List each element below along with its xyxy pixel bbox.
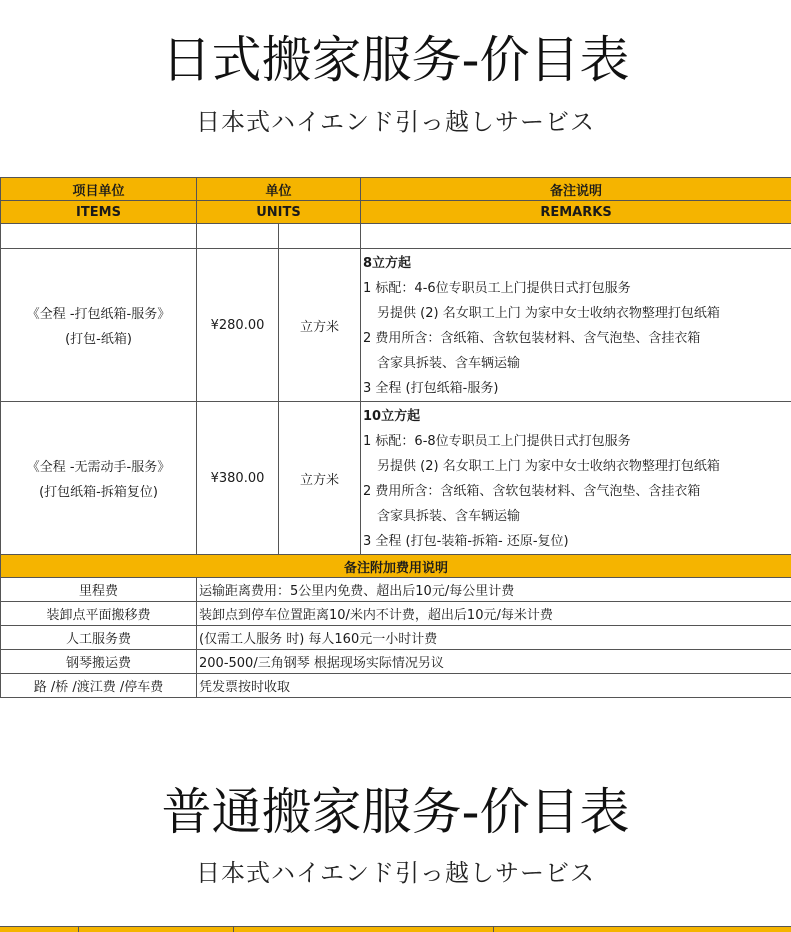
service-remarks: 10立方起 1 标配：6-8位专职员工上门提供日式打包服务 另提供 (2) 名女职工上门 为家中女士收纳衣物整理打包纸箱 2 费用所含：含纸箱、含软包装材料、含气泡垫、含挂衣箱 含家具拆装、含车辆运输 3 全程 (打包-装箱-拆箱- 还原-复位) xyxy=(361,402,791,555)
header-remarks-en: REMARKS xyxy=(361,201,791,224)
header-units-cn: 单位 xyxy=(197,178,361,201)
section2-subtitle: 日本式ハイエンド引っ越しサービス xyxy=(0,858,791,888)
fee-row xyxy=(1,602,791,626)
fee-value: 200-500/三角钢琴 根据现场实际情况另议 xyxy=(197,650,791,674)
header-items-en: ITEMS xyxy=(1,201,197,224)
fee-label: 路 /桥 /渡江费 /停车费 xyxy=(1,674,197,698)
fee-label: 钢琴搬运费 xyxy=(1,650,197,674)
service-price: ¥380.00 xyxy=(197,402,279,555)
service-unit: 立方米 xyxy=(279,249,361,402)
page-subtitle: 日本式ハイエンド引っ越しサービス xyxy=(0,107,791,137)
fee-row xyxy=(1,674,791,698)
header-units-en: UNITS xyxy=(197,201,361,224)
header-items-cn: 项目单位 xyxy=(1,178,197,201)
service-row xyxy=(1,402,791,555)
fee-value: (仅需工人服务 时) 每人160元一小时计费 xyxy=(197,626,791,650)
service-name: 《全程 -无需动手-服务》 (打包纸箱-拆箱复位) xyxy=(1,402,197,555)
fee-label: 人工服务费 xyxy=(1,626,197,650)
fee-value: 运输距离费用：5公里内免费、超出后10元/每公里计费 xyxy=(197,578,791,602)
header-row-cn xyxy=(1,178,791,201)
page-title: 日式搬家服务-价目表 xyxy=(0,30,791,90)
section2-title: 普通搬家服务-价目表 xyxy=(0,782,791,842)
extra-fees-header-row xyxy=(1,555,791,578)
fee-label: 装卸点平面搬移费 xyxy=(1,602,197,626)
price-table xyxy=(0,177,791,698)
fee-row xyxy=(1,626,791,650)
service-price: ¥280.00 xyxy=(197,249,279,402)
fee-row xyxy=(1,650,791,674)
fee-value: 装卸点到停车位置距离10/米内不计费，超出后10元/每米计费 xyxy=(197,602,791,626)
service-row xyxy=(1,249,791,402)
service-name: 《全程 -打包纸箱-服务》 (打包-纸箱) xyxy=(1,249,197,402)
fee-value: 凭发票按时收取 xyxy=(197,674,791,698)
spacer-row xyxy=(1,224,791,249)
extra-fees-header: 备注附加费用说明 xyxy=(1,555,791,578)
next-table-header-strip xyxy=(0,926,791,932)
fee-row xyxy=(1,578,791,602)
fee-label: 里程费 xyxy=(1,578,197,602)
service-remarks: 8立方起 1 标配：4-6位专职员工上门提供日式打包服务 另提供 (2) 名女职工上门 为家中女士收纳衣物整理打包纸箱 2 费用所含：含纸箱、含软包装材料、含气泡垫、含挂衣箱 含家具拆装、含车辆运输 3 全程 (打包纸箱-服务) xyxy=(361,249,791,402)
service-unit: 立方米 xyxy=(279,402,361,555)
header-row-en xyxy=(1,201,791,224)
header-remarks-cn: 备注说明 xyxy=(361,178,791,201)
